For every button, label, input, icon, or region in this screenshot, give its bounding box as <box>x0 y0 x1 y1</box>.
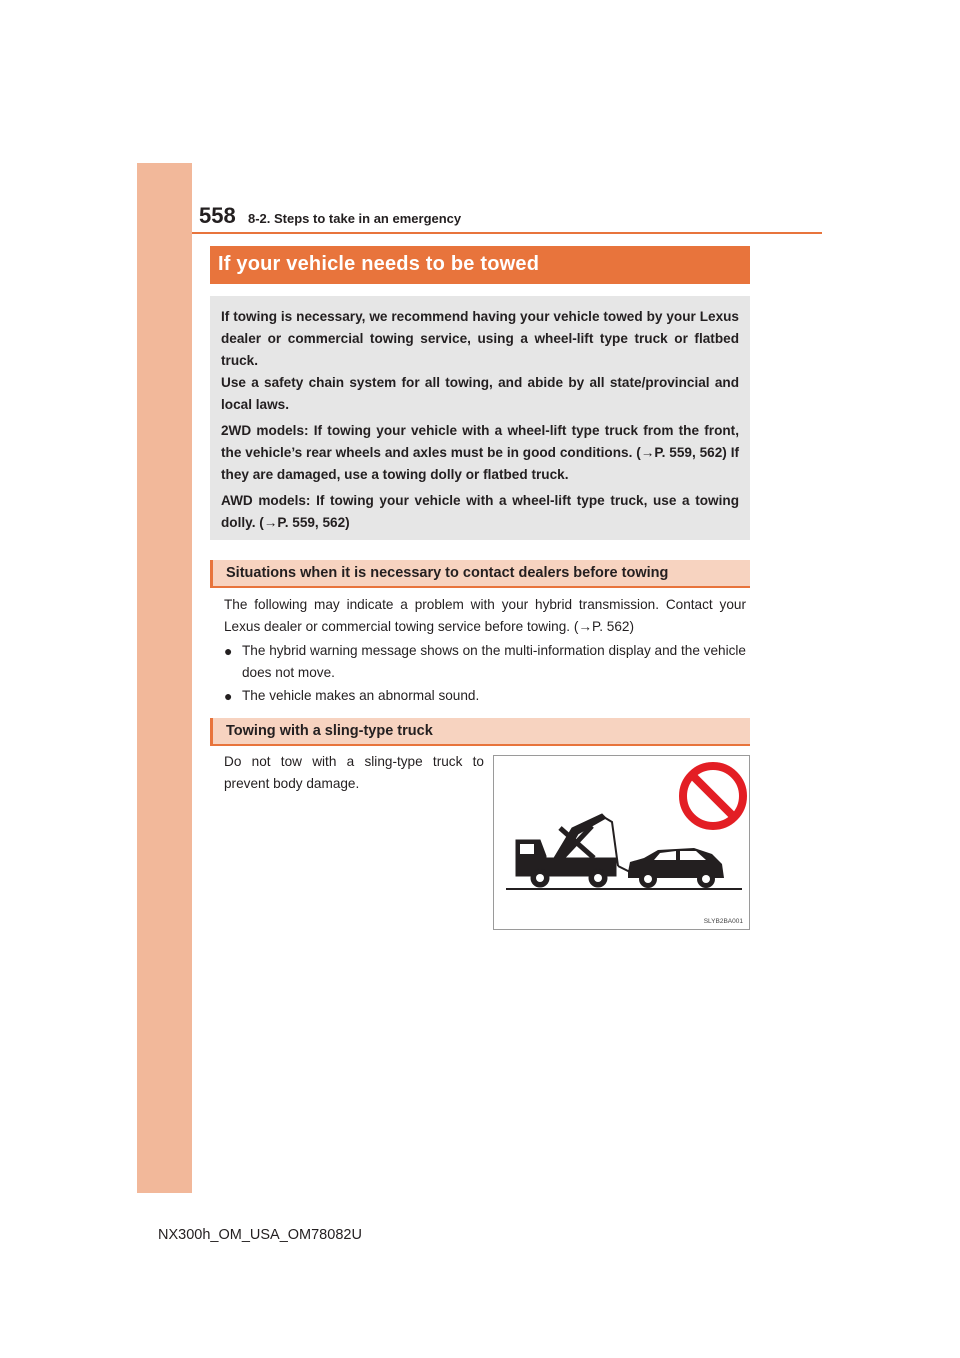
intro-paragraph-1: If towing is necessary, we recommend having your vehicle towed by your Lexus dealer or commercial towing service, using a wheel-lift type truck or flatbed truck. <box>221 309 739 368</box>
list-item <box>224 640 746 684</box>
list-item-text: The vehicle makes an abnormal sound. <box>242 688 480 703</box>
tow-truck-icon <box>516 814 618 887</box>
subheading-sling-type-truck: Towing with a sling-type truck <box>210 718 750 746</box>
bullet-icon: ● <box>224 688 233 704</box>
contact-dealers-paragraph: The following may indicate a problem with your hybrid transmission. Contact your Lexus dealer or commercial towing service before towing. (→P. 562) <box>224 597 746 634</box>
car-icon <box>628 848 724 888</box>
intro-paragraph-awd: AWD models: If towing your vehicle with a wheel-lift type truck, use a towing dolly. (→P. 559, 562) <box>221 493 739 530</box>
list-item-text: The hybrid warning message shows on the multi-information display and the vehicle does not move. <box>242 643 746 680</box>
sling-truck-drawing <box>494 756 749 929</box>
page-number: 558 <box>199 203 236 228</box>
document-footer: NX300h_OM_USA_OM78082U <box>158 1227 362 1243</box>
list-item <box>224 685 746 707</box>
subheading-contact-dealers: Situations when it is necessary to contact dealers before towing <box>210 560 750 588</box>
chapter-sidebar-tab <box>137 163 192 1193</box>
bullet-icon: ● <box>224 643 233 659</box>
page-title: If your vehicle needs to be towed <box>210 246 750 284</box>
sling-truck-illustration <box>493 755 750 930</box>
header-rule <box>192 232 822 234</box>
sling-type-paragraph: Do not tow with a sling-type truck to prevent body damage. <box>224 754 484 791</box>
section-label: 8-2. Steps to take in an emergency <box>248 211 462 226</box>
intro-paragraph-2wd: 2WD models: If towing your vehicle with a wheel-lift type truck from the front, the vehicle’s rear wheels and axles must be in good conditions. (→P. 559, 562) If they are damaged, use a towing dolly or flatbed truck. <box>221 423 739 482</box>
prohibition-icon <box>683 766 743 826</box>
intro-box <box>210 296 750 540</box>
figure-code: SLYB2BA001 <box>703 918 743 925</box>
intro-paragraph-2: Use a safety chain system for all towing, and abide by all state/provincial and local laws. <box>221 375 739 412</box>
